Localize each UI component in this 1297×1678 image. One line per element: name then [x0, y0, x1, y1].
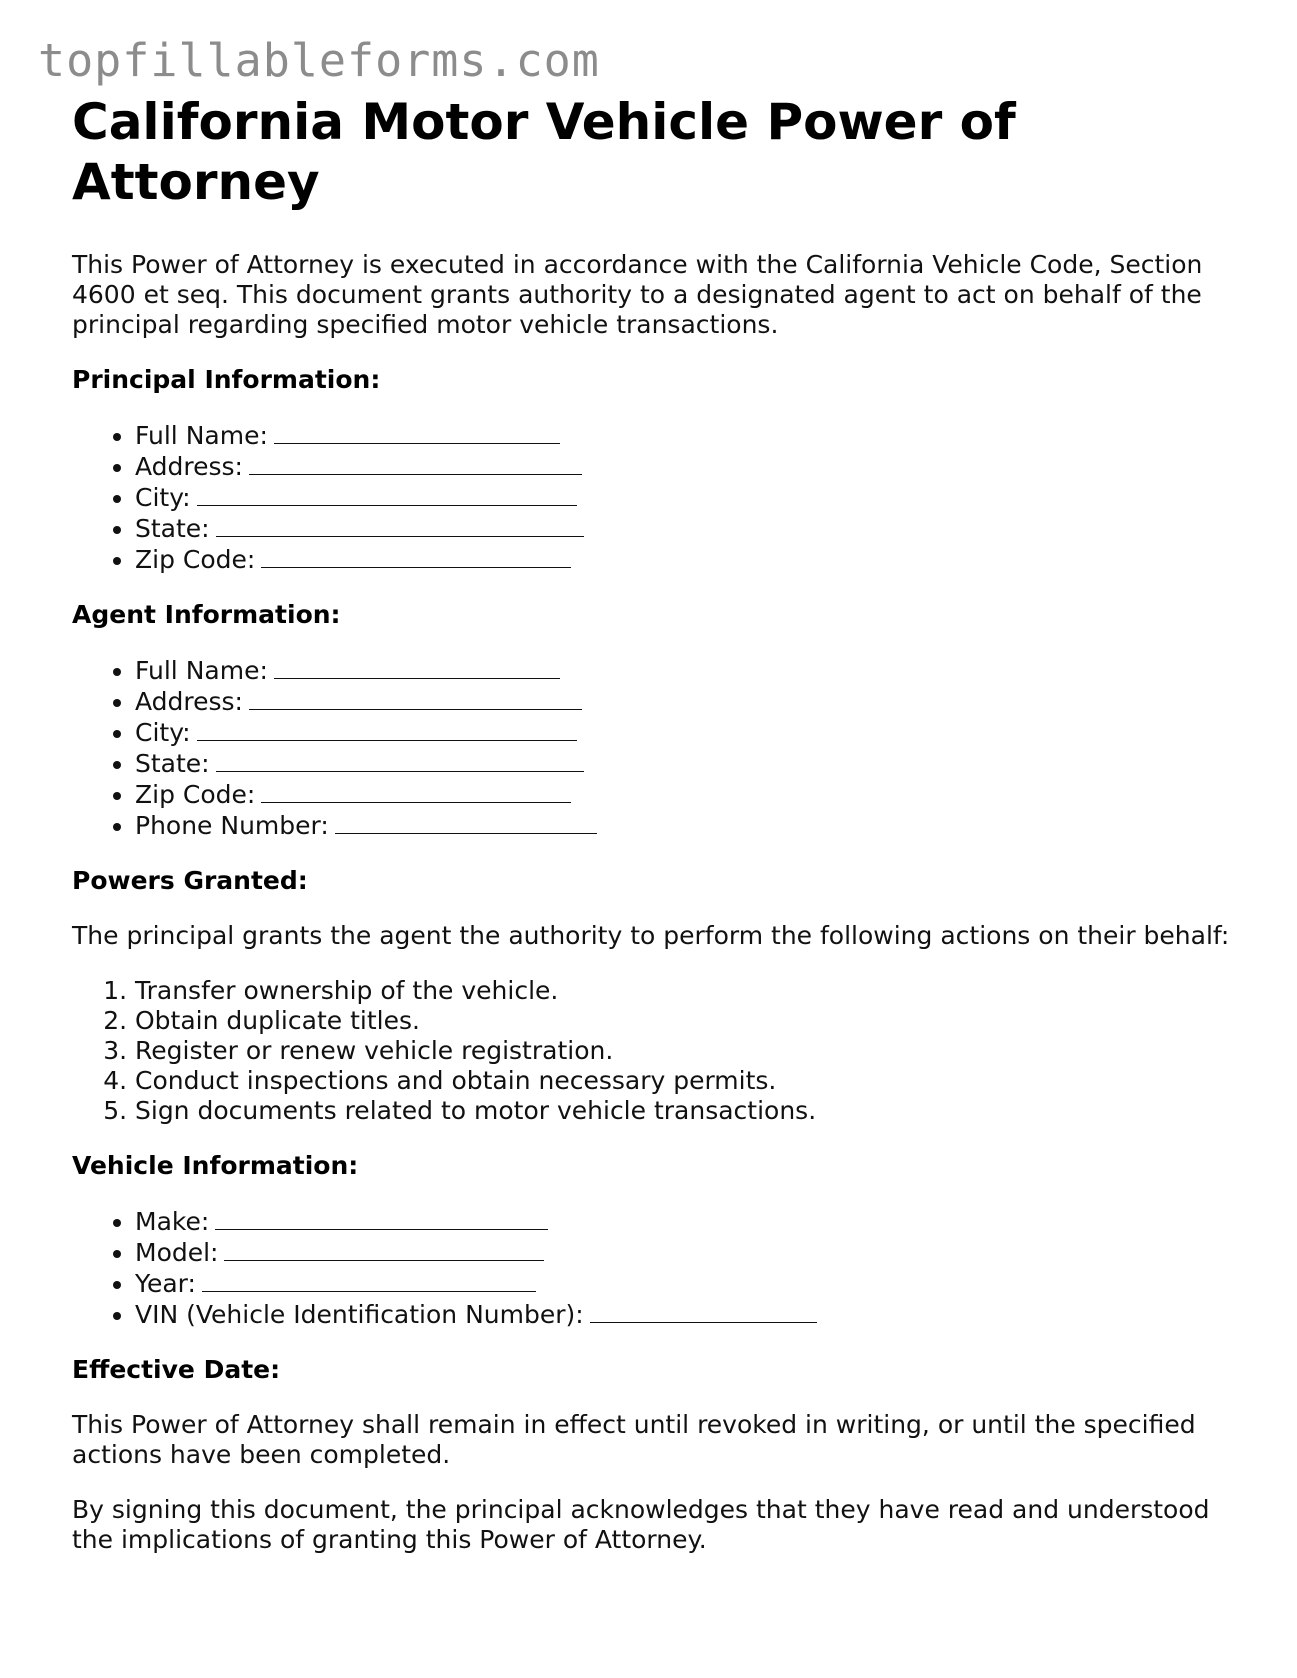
- powers-heading: Powers Granted:: [72, 866, 308, 895]
- agent-city-blank[interactable]: [197, 717, 577, 741]
- agent-address-blank[interactable]: [249, 686, 582, 710]
- effective-heading: Effective Date:: [72, 1355, 281, 1384]
- agent-city: • City:: [135, 717, 1232, 748]
- effective-text: This Power of Attorney shall remain in effect until revoked in writing, or until the specified actions have been completed.: [72, 1410, 1196, 1469]
- vehicle-vin: • VIN (Vehicle Identification Number):: [135, 1299, 1232, 1330]
- principal-fields: [72, 420, 1232, 575]
- vehicle-year: • Year:: [135, 1268, 1232, 1299]
- intro-paragraph: This Power of Attorney is executed in accordance with the California Vehicle Code, Section 4600 et seq. This document grants authority to a designated agent to act on behalf of the principal regarding specified motor vehicle transactions.: [72, 250, 1203, 339]
- vehicle-fields: [72, 1206, 1232, 1330]
- principal-state: • State:: [135, 513, 1232, 544]
- document: [72, 92, 1232, 1580]
- agent-address: • Address:: [135, 686, 1232, 717]
- principal-heading: Principal Information:: [72, 365, 381, 394]
- vehicle-year-blank[interactable]: [202, 1268, 536, 1292]
- power-item: 3. Register or renew vehicle registration.: [135, 1036, 1232, 1066]
- agent-state-blank[interactable]: [216, 748, 584, 772]
- vehicle-vin-blank[interactable]: [590, 1299, 817, 1323]
- powers-list: [72, 976, 1232, 1126]
- principal-address-blank[interactable]: [249, 451, 582, 475]
- principal-city: • City:: [135, 482, 1232, 513]
- agent-full-name: • Full Name:: [135, 655, 1232, 686]
- principal-state-blank[interactable]: [216, 513, 584, 537]
- principal-full-name-blank[interactable]: [274, 420, 560, 444]
- acknowledgment-text: By signing this document, the principal acknowledges that they have read and understood the implications of granting this Power of Attorney.: [72, 1495, 1210, 1554]
- powers-intro: The principal grants the agent the authority to perform the following actions on their behalf:: [72, 921, 1230, 950]
- watermark: topfillableforms.com: [38, 34, 600, 87]
- agent-zip-code-blank[interactable]: [261, 779, 571, 803]
- agent-state: • State:: [135, 748, 1232, 779]
- power-item: 5. Sign documents related to motor vehicle transactions.: [135, 1096, 1232, 1126]
- agent-phone-number: • Phone Number:: [135, 810, 1232, 841]
- principal-city-blank[interactable]: [197, 482, 577, 506]
- agent-full-name-blank[interactable]: [274, 655, 560, 679]
- principal-address: • Address:: [135, 451, 1232, 482]
- principal-zip-code: • Zip Code:: [135, 544, 1232, 575]
- vehicle-heading: Vehicle Information:: [72, 1151, 359, 1180]
- vehicle-make: • Make:: [135, 1206, 1232, 1237]
- agent-zip-code: • Zip Code:: [135, 779, 1232, 810]
- vehicle-model: • Model:: [135, 1237, 1232, 1268]
- principal-zip-code-blank[interactable]: [261, 544, 571, 568]
- vehicle-model-blank[interactable]: [224, 1237, 544, 1261]
- agent-phone-number-blank[interactable]: [335, 810, 597, 834]
- agent-heading: Agent Information:: [72, 600, 341, 629]
- document-title: California Motor Vehicle Power of Attorney: [72, 93, 1016, 211]
- principal-full-name: • Full Name:: [135, 420, 1232, 451]
- power-item: 2. Obtain duplicate titles.: [135, 1006, 1232, 1036]
- agent-fields: [72, 655, 1232, 841]
- power-item: 4. Conduct inspections and obtain necessary permits.: [135, 1066, 1232, 1096]
- power-item: 1. Transfer ownership of the vehicle.: [135, 976, 1232, 1006]
- vehicle-make-blank[interactable]: [215, 1206, 548, 1230]
